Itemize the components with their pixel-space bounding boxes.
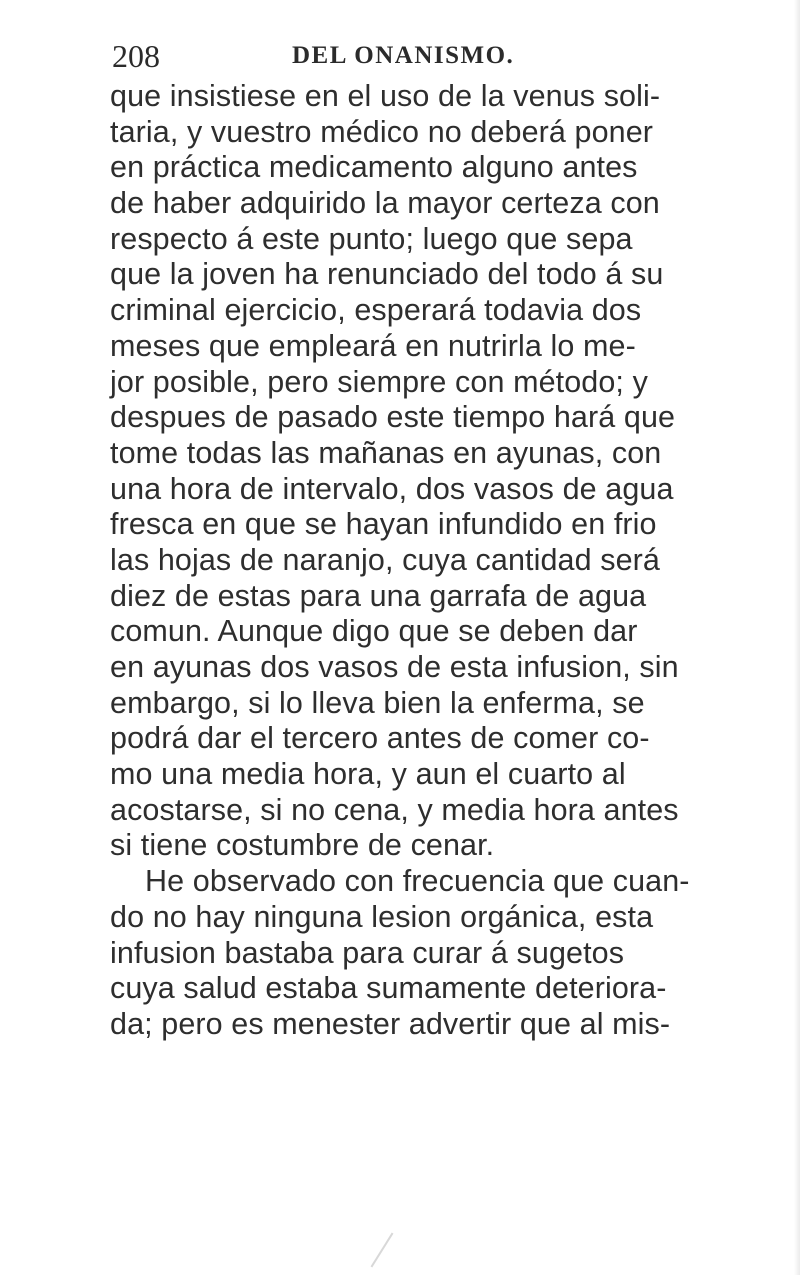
text-line: diez de estas para una garrafa de agua <box>110 578 647 613</box>
text-line: infusion bastaba para curar á sugetos <box>110 935 625 970</box>
running-title: DEL ONANISMO. <box>292 42 515 69</box>
text-line: las hojas de naranjo, cuya cantidad será <box>110 542 660 577</box>
text-line: mo una media hora, y aun el cuarto al <box>110 757 626 792</box>
text-line: si tiene costumbre de cenar. <box>110 828 495 863</box>
page-edge-shadow <box>794 0 800 1275</box>
paragraph-start-line: He observado con frecuencia que cuan- <box>145 864 690 899</box>
text-line: acostarse, si no cena, y media hora antes <box>110 792 679 827</box>
text-line: cuya salud estaba sumamente deteriora- <box>110 971 667 1006</box>
text-line: que la joven ha renunciado del todo á su <box>110 257 664 292</box>
text-line: taria, y vuestro médico no deberá poner <box>110 114 654 149</box>
text-line: despues de pasado este tiempo hará que <box>110 400 676 435</box>
body-text <box>110 79 800 1043</box>
text-line: criminal ejercicio, esperará todavia dos <box>110 293 642 328</box>
text-line: embargo, si lo lleva bien la enferma, se <box>110 685 645 720</box>
text-line: que insistiese en el uso de la venus soli- <box>110 79 661 113</box>
text-line: fresca en que se hayan infundido en frio <box>110 507 657 542</box>
text-line: jor posible, pero siempre con método; y <box>110 364 648 399</box>
text-line: respecto á este punto; luego que sepa <box>110 221 633 256</box>
text-line: en práctica medicamento alguno antes <box>110 150 638 185</box>
text-line: comun. Aunque digo que se deben dar <box>110 614 638 649</box>
text-line: podrá dar el tercero antes de comer co- <box>110 721 650 756</box>
page-number: 208 <box>112 38 160 74</box>
text-line: una hora de intervalo, dos vasos de agua <box>110 471 674 506</box>
stray-ink-mark <box>371 1233 394 1268</box>
text-line: do no hay ninguna lesion orgánica, esta <box>110 899 654 934</box>
page-header <box>112 38 792 78</box>
text-line: da; pero es menester advertir que al mis- <box>110 1006 671 1041</box>
text-line: de haber adquirido la mayor certeza con <box>110 186 660 221</box>
text-line: tome todas las mañanas en ayunas, con <box>110 435 662 470</box>
text-line: meses que empleará en nutrirla lo me- <box>110 328 636 363</box>
text-line: en ayunas dos vasos de esta infusion, sin <box>110 650 679 684</box>
